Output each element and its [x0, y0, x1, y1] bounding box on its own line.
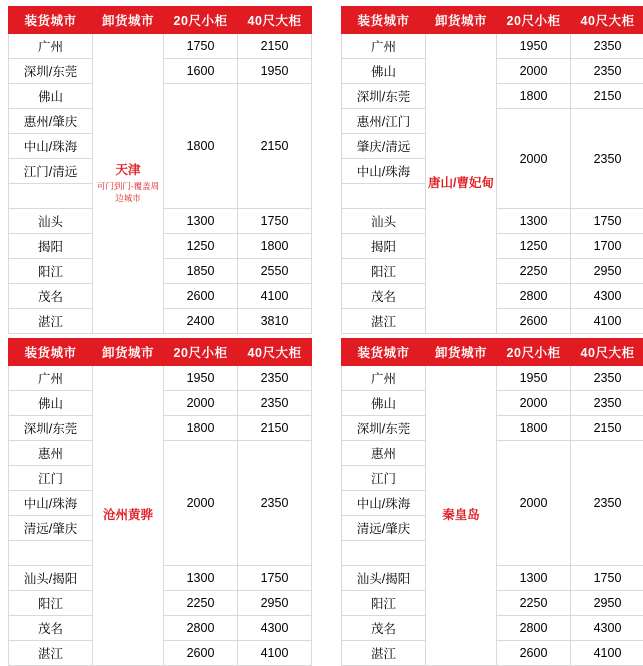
origin-city-cell: 汕头/揭阳 [9, 566, 93, 591]
price-20ft-cell: 1600 [164, 59, 238, 84]
origin-city-cell: 汕头 [9, 209, 93, 234]
origin-city-cell: 广州 [342, 366, 426, 391]
table-row [342, 34, 643, 59]
price-20ft-cell: 1800 [497, 416, 571, 441]
origin-city-cell: 广州 [9, 34, 93, 59]
destination-city-cell [426, 366, 497, 666]
rate-table [8, 6, 312, 334]
destination-city-cell [93, 366, 164, 666]
origin-city-cell: 中山/珠海 [342, 159, 426, 184]
origin-city-cell: 中山/珠海 [9, 134, 93, 159]
rate-panel-cangzhou [8, 338, 311, 648]
origin-city-cell: 广州 [342, 34, 426, 59]
rate-panel-tangshan [341, 6, 643, 316]
price-20ft-cell: 1300 [497, 209, 571, 234]
price-40ft-cell: 1750 [238, 566, 312, 591]
destination-name: 秦皇岛 [442, 508, 480, 522]
column-header: 20尺小柜 [497, 339, 571, 366]
price-40ft-cell: 2350 [571, 109, 643, 209]
origin-city-cell: 湛江 [9, 309, 93, 334]
origin-city-cell: 阳江 [9, 259, 93, 284]
origin-city-cell: 阳江 [342, 259, 426, 284]
price-20ft-cell: 1950 [497, 366, 571, 391]
origin-city-cell: 深圳/东莞 [9, 59, 93, 84]
price-40ft-cell: 4100 [238, 641, 312, 666]
column-header: 装货城市 [342, 7, 426, 34]
origin-city-cell: 揭阳 [9, 234, 93, 259]
price-20ft-cell: 2250 [164, 591, 238, 616]
price-40ft-cell: 4300 [571, 284, 643, 309]
origin-city-cell: 湛江 [342, 309, 426, 334]
price-20ft-cell: 1800 [164, 416, 238, 441]
price-40ft-cell: 4100 [571, 309, 643, 334]
price-20ft-cell: 1950 [497, 34, 571, 59]
price-40ft-cell: 1750 [571, 209, 643, 234]
price-40ft-cell: 4300 [571, 616, 643, 641]
price-20ft-cell: 2000 [497, 109, 571, 209]
price-40ft-cell: 2350 [238, 366, 312, 391]
price-40ft-cell: 1950 [238, 59, 312, 84]
price-40ft-cell: 2350 [571, 59, 643, 84]
price-20ft-cell: 2000 [497, 59, 571, 84]
column-header: 40尺大柜 [238, 7, 312, 34]
origin-city-cell: 清远/肇庆 [9, 516, 93, 541]
destination-city-cell [93, 34, 164, 334]
destination-name: 唐山/曹妃甸 [428, 176, 494, 190]
origin-city-cell [9, 184, 93, 209]
price-20ft-cell: 2000 [164, 391, 238, 416]
price-20ft-cell: 2600 [164, 284, 238, 309]
origin-city-cell: 清远/肇庆 [342, 516, 426, 541]
table-header-row [342, 339, 643, 366]
column-header: 装货城市 [342, 339, 426, 366]
origin-city-cell: 深圳/东莞 [9, 416, 93, 441]
price-20ft-cell: 1300 [497, 566, 571, 591]
column-header: 20尺小柜 [164, 7, 238, 34]
origin-city-cell: 汕头 [342, 209, 426, 234]
table-header-row [342, 7, 643, 34]
table-row [342, 366, 643, 391]
price-20ft-cell: 1250 [497, 234, 571, 259]
origin-city-cell: 茂名 [9, 284, 93, 309]
price-20ft-cell: 2000 [164, 441, 238, 566]
price-20ft-cell: 2400 [164, 309, 238, 334]
origin-city-cell: 茂名 [342, 284, 426, 309]
price-20ft-cell: 2600 [497, 641, 571, 666]
price-40ft-cell: 2550 [238, 259, 312, 284]
price-20ft-cell: 1300 [164, 566, 238, 591]
origin-city-cell [342, 541, 426, 566]
column-header: 40尺大柜 [238, 339, 312, 366]
price-20ft-cell: 1750 [164, 34, 238, 59]
origin-city-cell: 中山/珠海 [9, 491, 93, 516]
origin-city-cell: 汕头/揭阳 [342, 566, 426, 591]
origin-city-cell: 佛山 [342, 391, 426, 416]
price-40ft-cell: 4100 [571, 641, 643, 666]
column-header: 装货城市 [9, 339, 93, 366]
price-20ft-cell: 2600 [164, 641, 238, 666]
price-20ft-cell: 1950 [164, 366, 238, 391]
price-20ft-cell: 2000 [497, 391, 571, 416]
price-20ft-cell: 2000 [497, 441, 571, 566]
origin-city-cell: 江门 [9, 466, 93, 491]
price-40ft-cell: 2950 [571, 591, 643, 616]
rate-table [8, 338, 312, 666]
price-40ft-cell: 2150 [571, 416, 643, 441]
column-header: 40尺大柜 [571, 7, 643, 34]
origin-city-cell: 深圳/东莞 [342, 416, 426, 441]
column-header: 卸货城市 [426, 7, 497, 34]
origin-city-cell: 阳江 [9, 591, 93, 616]
price-20ft-cell: 2800 [164, 616, 238, 641]
origin-city-cell: 江门 [342, 466, 426, 491]
origin-city-cell: 惠州/肇庆 [9, 109, 93, 134]
rate-table [341, 338, 643, 666]
origin-city-cell [342, 184, 426, 209]
price-40ft-cell: 4300 [238, 616, 312, 641]
price-40ft-cell: 2350 [238, 391, 312, 416]
origin-city-cell: 阳江 [342, 591, 426, 616]
origin-city-cell: 惠州 [342, 441, 426, 466]
rate-panel-tianjin [8, 6, 311, 316]
column-header: 卸货城市 [426, 339, 497, 366]
destination-note: 可门到门-覆盖周边城市 [95, 181, 161, 204]
origin-city-cell: 佛山 [9, 391, 93, 416]
table-row [9, 366, 312, 391]
price-40ft-cell: 2150 [238, 34, 312, 59]
destination-city-cell [426, 34, 497, 334]
price-40ft-cell: 2150 [238, 84, 312, 209]
origin-city-cell: 广州 [9, 366, 93, 391]
origin-city-cell: 中山/珠海 [342, 491, 426, 516]
origin-city-cell: 茂名 [9, 616, 93, 641]
price-40ft-cell: 4100 [238, 284, 312, 309]
price-40ft-cell: 2150 [571, 84, 643, 109]
price-20ft-cell: 2800 [497, 616, 571, 641]
price-40ft-cell: 2150 [238, 416, 312, 441]
price-40ft-cell: 3810 [238, 309, 312, 334]
price-20ft-cell: 1800 [164, 84, 238, 209]
price-20ft-cell: 2250 [497, 259, 571, 284]
column-header: 20尺小柜 [497, 7, 571, 34]
price-40ft-cell: 1750 [571, 566, 643, 591]
price-40ft-cell: 2350 [571, 441, 643, 566]
price-40ft-cell: 1750 [238, 209, 312, 234]
price-40ft-cell: 2350 [571, 391, 643, 416]
table-header-row [9, 339, 312, 366]
rate-table [341, 6, 643, 334]
column-header: 20尺小柜 [164, 339, 238, 366]
price-40ft-cell: 2350 [571, 366, 643, 391]
origin-city-cell: 佛山 [342, 59, 426, 84]
column-header: 卸货城市 [93, 339, 164, 366]
origin-city-cell: 深圳/东莞 [342, 84, 426, 109]
price-20ft-cell: 2800 [497, 284, 571, 309]
origin-city-cell [9, 541, 93, 566]
price-20ft-cell: 2600 [497, 309, 571, 334]
origin-city-cell: 湛江 [9, 641, 93, 666]
price-40ft-cell: 1700 [571, 234, 643, 259]
price-40ft-cell: 2950 [571, 259, 643, 284]
origin-city-cell: 惠州 [9, 441, 93, 466]
origin-city-cell: 揭阳 [342, 234, 426, 259]
price-40ft-cell: 2350 [238, 441, 312, 566]
destination-name: 沧州黄骅 [103, 508, 153, 522]
price-20ft-cell: 1250 [164, 234, 238, 259]
destination-name: 天津 [115, 163, 140, 177]
price-40ft-cell: 2350 [571, 34, 643, 59]
price-20ft-cell: 1850 [164, 259, 238, 284]
origin-city-cell: 佛山 [9, 84, 93, 109]
price-20ft-cell: 1800 [497, 84, 571, 109]
table-row [9, 34, 312, 59]
column-header: 40尺大柜 [571, 339, 643, 366]
price-20ft-cell: 1300 [164, 209, 238, 234]
table-header-row [9, 7, 312, 34]
price-40ft-cell: 2950 [238, 591, 312, 616]
origin-city-cell: 肇庆/清远 [342, 134, 426, 159]
origin-city-cell: 湛江 [342, 641, 426, 666]
column-header: 装货城市 [9, 7, 93, 34]
origin-city-cell: 茂名 [342, 616, 426, 641]
origin-city-cell: 江门/清远 [9, 159, 93, 184]
column-header: 卸货城市 [93, 7, 164, 34]
price-40ft-cell: 1800 [238, 234, 312, 259]
origin-city-cell: 惠州/江门 [342, 109, 426, 134]
rate-panel-qinhuangdao [341, 338, 643, 648]
price-20ft-cell: 2250 [497, 591, 571, 616]
